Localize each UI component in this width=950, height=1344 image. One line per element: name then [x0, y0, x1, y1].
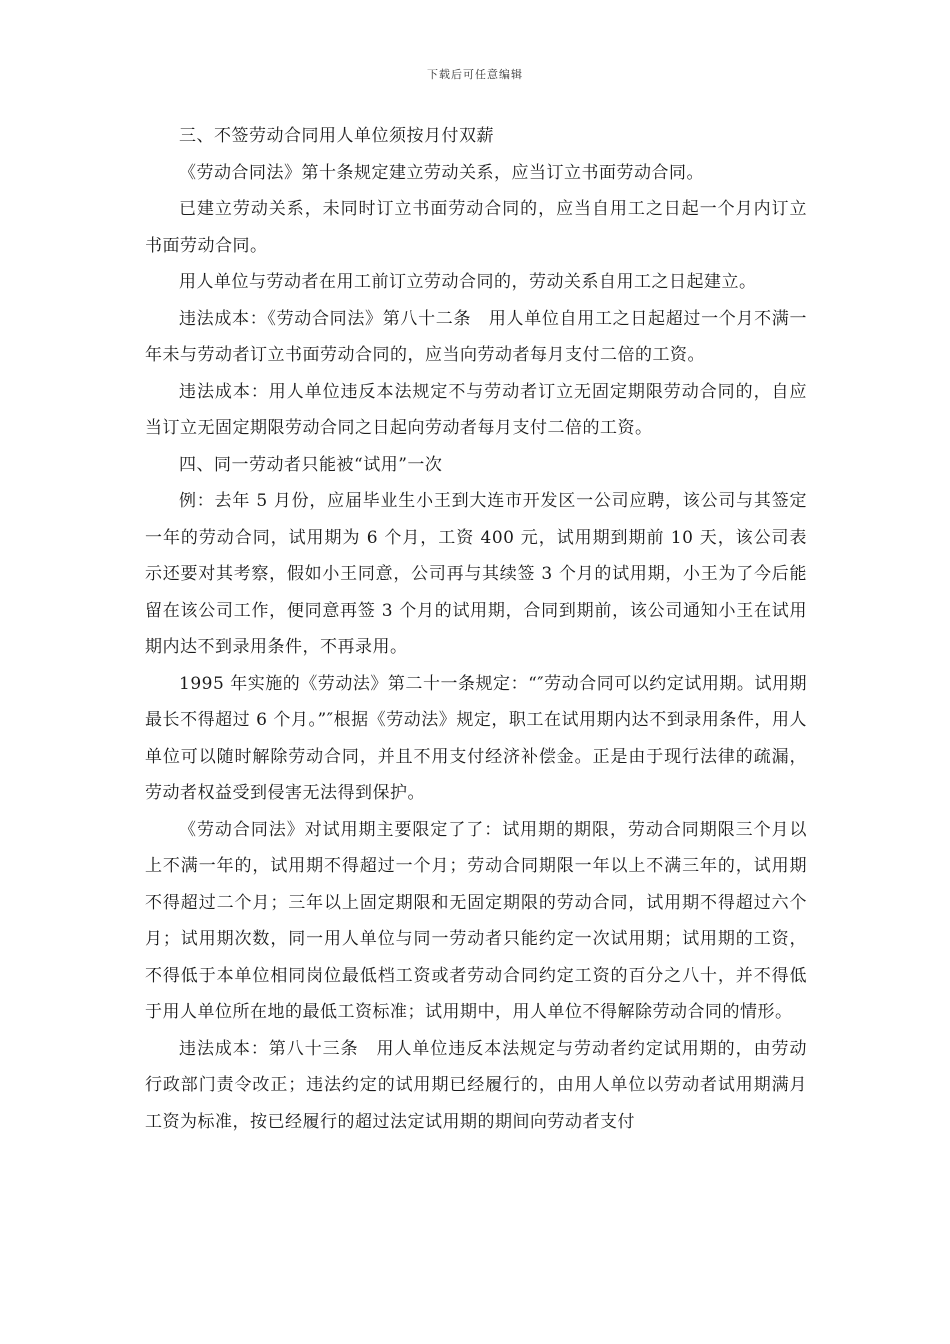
paragraph: 1995 年实施的《劳动法》第二十一条规定：“″劳动合同可以约定试用期。试用期最长不得超过 6 个月。”″根据《劳动法》规定，职工在试用期内达不到录用条件，用人单位可以随时解除劳动合同，并且不用支付经济补偿金。正是由于现行法律的疏漏，劳动者权益受到侵害无法得到保护。 [145, 673, 807, 803]
paragraph: 例：去年 5 月份，应届毕业生小王到大连市开发区一公司应聘，该公司与其签定一年的劳动合同，试用期为 6 个月，工资 400 元，试用期到期前 10 天，该公司表示还要对其考察，假如小王同意，公司再与其续签 3 个月的试用期，小王为了今后能留在该公司工作，便同意再签 3 个月的试用期，合同到期前，该公司通知小王在试用期内达不到录用条件，不再录用。 [145, 491, 807, 657]
page-header: 下载后可任意编辑 [427, 68, 523, 81]
section-heading-3: 三、不签劳动合同用人单位须按月付双薪 [179, 126, 494, 146]
document-body [145, 118, 807, 1140]
paragraph: 违法成本：用人单位违反本法规定不与劳动者订立无固定期限劳动合同的，自应当订立无固定期限劳动合同之日起向劳动者每月支付二倍的工资。 [145, 381, 807, 438]
paragraph: 违法成本：《劳动合同法》第八十二条 用人单位自用工之日起超过一个月不满一年未与劳动者订立书面劳动合同的，应当向劳动者每月支付二倍的工资。 [145, 308, 807, 365]
paragraph: 《劳动合同法》第十条规定建立劳动关系，应当订立书面劳动合同。 [179, 162, 704, 183]
paragraph: 违法成本：第八十三条 用人单位违反本法规定与劳动者约定试用期的，由劳动行政部门责令改正；违法约定的试用期已经履行的，由用人单位以劳动者试用期满月工资为标准，按已经履行的超过法定试用期的期间向劳动者支付 [145, 1038, 807, 1132]
paragraph: 用人单位与劳动者在用工前订立劳动合同的，劳动关系自用工之日起建立。 [179, 272, 757, 292]
section-heading-4: 四、同一劳动者只能被“试用”一次 [179, 454, 443, 475]
paragraph: 已建立劳动关系，未同时订立书面劳动合同的，应当自用工之日起一个月内订立书面劳动合同。 [145, 199, 807, 256]
paragraph: 《劳动合同法》对试用期主要限定了了：试用期的期限，劳动合同期限三个月以上不满一年的，试用期不得超过一个月；劳动合同期限一年以上不满三年的，试用期不得超过二个月；三年以上固定期限和无固定期限的劳动合同，试用期不得超过六个月；试用期次数，同一用人单位与同一劳动者只能约定一次试用期；试用期的工资，不得低于本单位相同岗位最低档工资或者劳动合同约定工资的百分之八十，并不得低于用人单位所在地的最低工资标准；试用期中，用人单位不得解除劳动合同的情形。 [145, 819, 807, 1022]
